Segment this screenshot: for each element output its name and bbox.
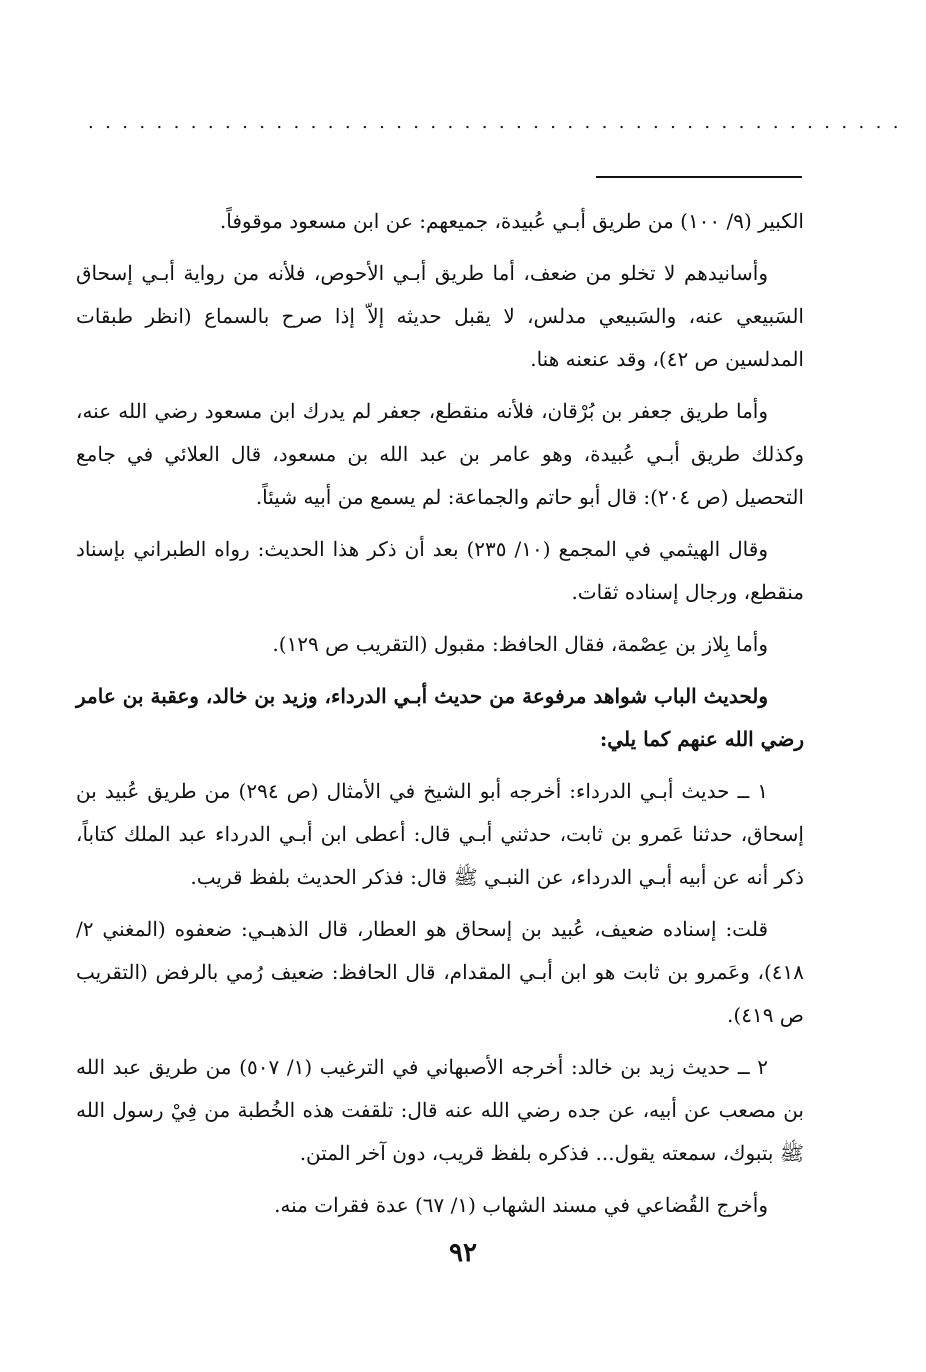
page-number: ٩٢ [449, 1238, 477, 1268]
paragraph-5: وأما بِلاز بن عِصْمة، فقال الحافظ: مقبول (التقريب ص ١٢٩). [272, 632, 768, 656]
paragraph-1: الكبير (٩/ ١٠٠) من طريق أبـي عُبيدة، جميعهم: عن ابن مسعود موقوفاً. [219, 209, 804, 233]
paragraph-9: ٢ ــ حديث زيد بن خالد: أخرجه الأصبهاني في الترغيب (١/ ٥٠٧) من طريق عبد الله بن مصعب عن أبيه، عن جده رضي الله عنه قال: تلقفت هذه الخُطبة من فِيْ رسول الله ﷺ بتبوك، سمعته يقول... فذكره بلفظ قريب، دون آخر المتن. [76, 1055, 804, 1165]
footnote-text [76, 200, 804, 1236]
paragraph-6: ولحديث الباب شواهد مرفوعة من حديث أبـي الدرداء، وزيد بن خالد، وعقبة بن عامر رضي الله عنهم كما يلي: [76, 684, 804, 751]
dotted-separator: ................................................ [88, 112, 910, 133]
paragraph-3: وأما طريق جعفر بن بُرْقان، فلأنه منقطع، جعفر لم يدرك ابن مسعود رضي الله عنه، وكذلك طريق أبـي عُبيدة، وهو عامر بن عبد الله بن مسعود، قال العلائي في جامع التحصيل (ص ٢٠٤): قال أبو حاتم والجماعة: لم يسمع من أبيه شيئاً. [76, 399, 804, 509]
paragraph-10: وأخرج القُضاعي في مسند الشهاب (١/ ٦٧) عدة فقرات منه. [274, 1193, 768, 1217]
paragraph-7: ١ ــ حديث أبـي الدرداء: أخرجه أبو الشيخ في الأمثال (ص ٢٩٤) من طريق عُبيد بن إسحاق، حدثنا عَمرو بن ثابت، حدثني أبـي قال: أعطى ابن أبـي الدرداء عبد الملك كتاباً، ذكر أنه عن أبيه أبـي الدرداء، عن النبـي ﷺ قال: فذكر الحديث بلفظ قريب. [76, 779, 804, 889]
footnote-rule [596, 176, 802, 178]
paragraph-2: وأسانيدهم لا تخلو من ضعف، أما طريق أبـي الأحوص، فلأنه من رواية أبـي إسحاق السَبيعي عنه، والسَبيعي مدلس، لا يقبل حديثه إلاّ إذا صرح بالسماع (انظر طبقات المدلسين ص ٤٢)، وقد عنعنه هنا. [76, 261, 804, 371]
paragraph-4: وقال الهيثمي في المجمع (١٠/ ٢٣٥) بعد أن ذكر هذا الحديث: رواه الطبراني بإسناد منقطع، ورجال إسناده ثقات. [76, 537, 804, 604]
paragraph-8: قلت: إسناده ضعيف، عُبيد بن إسحاق هو العطار، قال الذهبـي: ضعفوه (المغني ٢/ ٤١٨)، وعَمرو بن ثابت هو ابن أبـي المقدام، قال الحافظ: ضعيف رُمي بالرفض (التقريب ص ٤١٩). [76, 917, 804, 1027]
